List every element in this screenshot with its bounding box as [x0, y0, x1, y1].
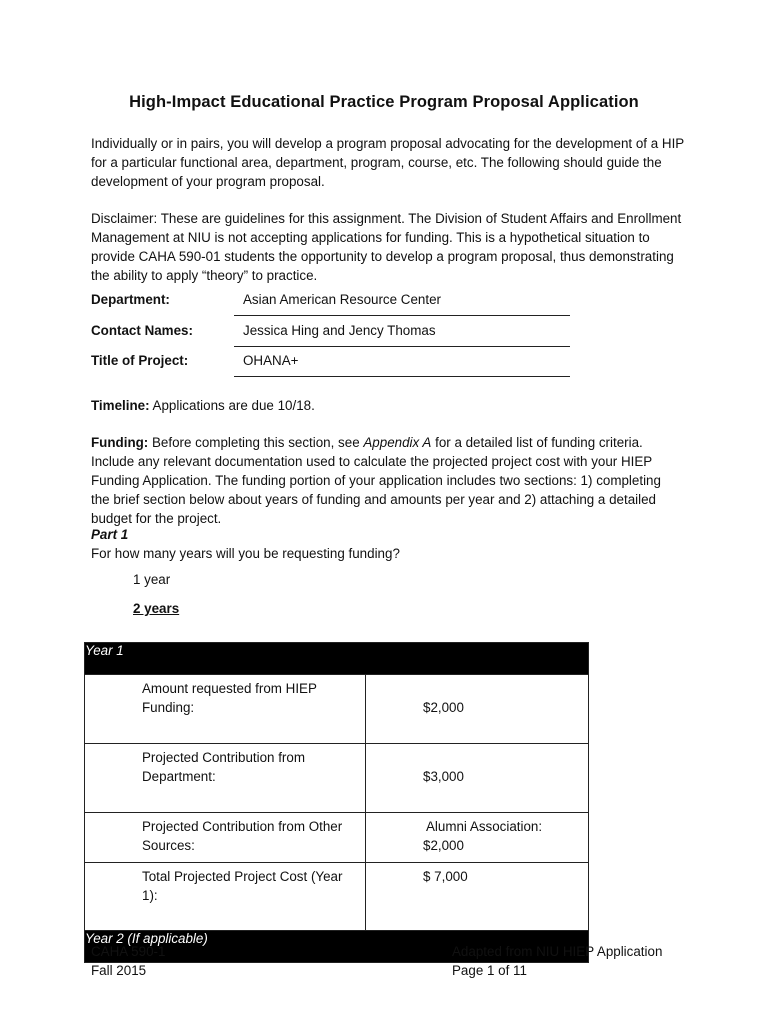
project-title-value: OHANA+: [243, 353, 299, 368]
department-contribution-label: Projected Contribution from Department:: [85, 744, 366, 813]
footer-term: Fall 2015: [91, 963, 147, 978]
other-sources-amount: $2,000: [423, 837, 464, 853]
department-underline: [234, 315, 570, 316]
table-row: [85, 744, 589, 813]
option-1-year: 1 year: [133, 572, 171, 587]
intro-paragraph: Individually or in pairs, you will develop a program proposal advocating for the development of a HIP for a particular functional area, department, program, course, etc. The following should guide the development of your program proposal.: [91, 136, 684, 189]
department-value: Asian American Resource Center: [243, 292, 441, 307]
appendix-reference: Appendix A: [363, 435, 432, 450]
contact-names-label: Contact Names:: [91, 323, 193, 338]
disclaimer-paragraph: Disclaimer: These are guidelines for this assignment. The Division of Student Affairs and Enrollment Management at NIU is not accepting applications for funding. This is a hypothetical situation to provide CAHA 590-01 students the opportunity to develop a program proposal, thus demonstrating the ability to apply “theory” to practice.: [91, 211, 682, 283]
footer-left: [91, 942, 165, 980]
contact-names-underline: [234, 346, 570, 347]
department-contribution-value: $3,000: [366, 744, 589, 813]
footer-page-number: Page 1 of 11: [452, 963, 527, 978]
total-cost-value: $ 7,000: [366, 863, 589, 931]
timeline-paragraph: [91, 396, 691, 415]
department-label: Department:: [91, 292, 170, 307]
footer-course: CAHA 590-1: [91, 944, 166, 959]
part1-heading: Part 1: [91, 527, 129, 542]
funding-table: [84, 642, 589, 963]
year2-header: Year 2 (If applicable): [85, 931, 589, 963]
table-row: [85, 813, 589, 863]
footer-source: Adapted from NIU HIEP Application: [452, 944, 663, 959]
timeline-label: Timeline:: [91, 398, 150, 413]
page-title: High-Impact Educational Practice Program Proposal Application: [129, 93, 639, 111]
funding-label: Funding:: [91, 435, 149, 450]
year1-header: Year 1: [85, 643, 589, 675]
other-sources-name: Alumni Association:: [423, 819, 543, 834]
project-title-label: Title of Project:: [91, 353, 189, 368]
funding-paragraph: [91, 433, 683, 528]
table-row: [85, 675, 589, 744]
option-2-years-selected: 2 years: [133, 601, 180, 616]
other-sources-value: [366, 813, 589, 863]
total-cost-label: Total Projected Project Cost (Year 1):: [85, 863, 366, 931]
footer-right: [452, 942, 662, 980]
hiep-amount-label: Amount requested from HIEP Funding:: [85, 675, 366, 744]
timeline-text: Applications are due 10/18.: [149, 398, 315, 413]
years-question: For how many years will you be requesting funding?: [91, 546, 400, 561]
funding-text-a: Before completing this section, see: [148, 435, 364, 450]
funding-text-b: for a detailed list of funding criteria. Include any relevant documentation used to calculate the projected project cost with your HIEP Funding Application. The funding portion of your application includes two sections: 1) completing the brief section below about years of funding and amounts per year and 2) attaching a detailed budget for the project.: [91, 435, 661, 526]
table-row: [85, 863, 589, 931]
contact-names-value: Jessica Hing and Jency Thomas: [243, 323, 436, 338]
hiep-amount-value: $2,000: [366, 675, 589, 744]
year1-header-row: [85, 643, 589, 675]
project-title-underline: [234, 376, 570, 377]
other-sources-label: Projected Contribution from Other Sources:: [85, 813, 366, 863]
